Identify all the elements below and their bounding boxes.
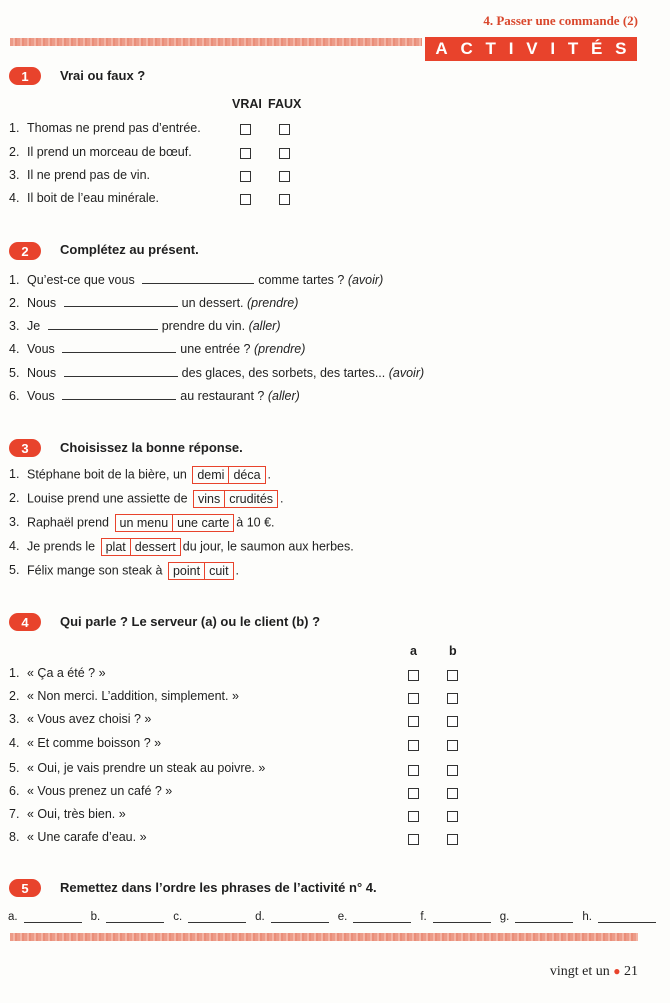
suffix-text: .	[267, 467, 272, 482]
client-checkbox[interactable]	[447, 740, 458, 751]
prefix-text: Louise prend une assiette de	[27, 491, 188, 506]
option-1[interactable]: plat	[105, 540, 126, 554]
dialogue-line	[9, 761, 265, 775]
prefix-text: Nous	[27, 296, 57, 310]
option-1[interactable]: point	[172, 564, 201, 578]
item-number: 3.	[9, 712, 20, 726]
section-5-title: Remettez dans l’ordre les phrases de l’activité n° 4.	[60, 880, 377, 895]
item-number: 4.	[9, 539, 20, 554]
section-5-badge: 5	[9, 879, 41, 897]
fill-blank-row	[9, 273, 383, 287]
order-blank[interactable]	[353, 914, 411, 923]
prefix-text: Je	[27, 319, 41, 333]
item-number: 1.	[9, 467, 20, 482]
item-number: 4.	[9, 342, 20, 356]
decorative-band-bottom	[10, 933, 638, 941]
serveur-checkbox[interactable]	[408, 834, 419, 845]
suffix-text: du jour, le saumon aux herbes.	[182, 539, 354, 554]
serveur-checkbox[interactable]	[408, 670, 419, 681]
item-text: Thomas ne prend pas d’entrée.	[27, 121, 201, 135]
vrai-checkbox[interactable]	[240, 171, 251, 182]
verb-hint: (prendre)	[253, 342, 306, 356]
section-2-badge: 2	[9, 242, 41, 260]
option-2[interactable]: une carte	[172, 515, 233, 531]
dialogue-line	[9, 830, 147, 844]
item-number: 2.	[9, 491, 20, 506]
serveur-checkbox[interactable]	[408, 788, 419, 799]
choice-row	[9, 538, 354, 556]
item-text: « Non merci. L’addition, simplement. »	[27, 689, 239, 703]
client-checkbox[interactable]	[447, 693, 458, 704]
faux-header: FAUX	[268, 97, 302, 111]
verb-hint: (aller)	[267, 389, 300, 403]
fill-blank-row	[9, 389, 300, 403]
answer-options	[168, 562, 234, 580]
page-footer	[550, 964, 638, 980]
item-number: 3.	[9, 319, 20, 333]
prefix-text: Vous	[27, 342, 55, 356]
section-1-badge: 1	[9, 67, 41, 85]
banner-letter: S	[615, 39, 627, 58]
banner-letter: V	[526, 39, 538, 58]
prefix-text: Nous	[27, 366, 57, 380]
order-blank[interactable]	[24, 914, 82, 923]
fill-blank-row	[9, 342, 305, 356]
faux-checkbox[interactable]	[279, 124, 290, 135]
answer-options	[101, 538, 181, 556]
prefix-text: Vous	[27, 389, 55, 403]
col-b-header: b	[449, 644, 457, 658]
item-text: « Et comme boisson ? »	[27, 736, 162, 750]
order-letter: e.	[337, 911, 348, 923]
suffix-text: prendre du vin.	[161, 319, 246, 333]
option-2[interactable]: déca	[228, 467, 264, 483]
activites-banner	[425, 37, 637, 61]
banner-letter: C	[460, 39, 473, 58]
verb-hint: (prendre)	[247, 296, 299, 310]
serveur-checkbox[interactable]	[408, 811, 419, 822]
page-number-words: vingt et un	[549, 964, 610, 979]
item-number: 5.	[9, 563, 20, 578]
answer-blank[interactable]	[142, 273, 254, 284]
option-1[interactable]: demi	[197, 468, 225, 482]
item-number: 4.	[9, 736, 20, 750]
prefix-text: Raphaël prend	[27, 515, 110, 530]
serveur-checkbox[interactable]	[408, 740, 419, 751]
faux-checkbox[interactable]	[279, 171, 290, 182]
order-letter: a.	[8, 911, 18, 923]
client-checkbox[interactable]	[447, 670, 458, 681]
order-letter: b.	[90, 911, 101, 923]
serveur-checkbox[interactable]	[408, 716, 419, 727]
client-checkbox[interactable]	[447, 765, 458, 776]
section-1-title: Vrai ou faux ?	[60, 68, 146, 83]
banner-letter: I	[508, 39, 514, 58]
decorative-band-top	[10, 38, 422, 46]
suffix-text: des glaces, des sorbets, des tartes...	[181, 366, 386, 380]
dialogue-line	[9, 689, 239, 703]
suffix-text: comme tartes ?	[258, 273, 345, 287]
order-letter: g.	[499, 911, 510, 923]
item-number: 2.	[9, 296, 20, 310]
section-3-badge: 3	[9, 439, 41, 457]
item-text: « Oui, très bien. »	[27, 807, 126, 821]
order-letter: f.	[420, 911, 427, 923]
item-text: Il boit de l’eau minérale.	[27, 191, 160, 205]
order-blank[interactable]	[188, 914, 246, 923]
order-letter: d.	[255, 911, 265, 923]
bullet-icon: ●	[613, 964, 621, 978]
client-checkbox[interactable]	[447, 811, 458, 822]
option-2[interactable]: crudités	[224, 491, 277, 507]
suffix-text: une entrée ?	[180, 342, 251, 356]
suffix-text: .	[280, 491, 284, 506]
col-a-header: a	[410, 644, 417, 658]
item-number: 7.	[9, 807, 20, 821]
item-number: 6.	[9, 389, 20, 403]
section-2-title: Complétez au présent.	[60, 242, 199, 257]
suffix-text: un dessert.	[181, 296, 244, 310]
order-answers	[8, 911, 638, 923]
client-checkbox[interactable]	[447, 834, 458, 845]
client-checkbox[interactable]	[447, 788, 458, 799]
item-number: 4.	[9, 191, 20, 205]
choice-row	[9, 562, 239, 580]
fill-blank-row	[9, 319, 281, 333]
answer-blank[interactable]	[48, 319, 158, 330]
item-number: 5.	[9, 761, 20, 775]
answer-blank[interactable]	[62, 342, 176, 353]
choice-row	[9, 466, 271, 484]
choice-row	[9, 490, 284, 508]
item-number: 6.	[9, 784, 20, 798]
verb-hint: (avoir)	[347, 273, 384, 287]
answer-options	[115, 514, 235, 532]
banner-letter: T	[485, 39, 496, 58]
vrai-checkbox[interactable]	[240, 194, 251, 205]
answer-blank[interactable]	[64, 296, 178, 307]
fill-blank-row	[9, 366, 424, 380]
order-letter: c.	[173, 911, 183, 923]
dialogue-line	[9, 784, 172, 798]
banner-letter: T	[567, 39, 579, 58]
fill-blank-row	[9, 296, 298, 310]
dialogue-line	[9, 666, 106, 680]
banner-letter: I	[550, 39, 556, 58]
answer-options	[192, 466, 265, 484]
client-checkbox[interactable]	[447, 716, 458, 727]
item-number: 1.	[9, 273, 20, 287]
faux-checkbox[interactable]	[279, 194, 290, 205]
item-text: « Une carafe d’eau. »	[27, 830, 147, 844]
section-4-badge: 4	[9, 613, 41, 631]
item-text: « Oui, je vais prendre un steak au poivre. »	[27, 761, 266, 775]
order-blank[interactable]	[515, 914, 573, 923]
dialogue-line	[9, 807, 126, 821]
verb-hint: (aller)	[248, 319, 281, 333]
item-text: « Ça a été ? »	[27, 666, 106, 680]
suffix-text: .	[235, 563, 240, 578]
option-2[interactable]: cuit	[204, 563, 232, 579]
prefix-text: Stéphane boit de la bière, un	[27, 467, 187, 482]
section-3-title: Choisissez la bonne réponse.	[60, 440, 243, 455]
item-number: 8.	[9, 830, 20, 844]
order-blank[interactable]	[106, 914, 164, 923]
item-text: Il ne prend pas de vin.	[27, 168, 150, 182]
item-text: « Vous avez choisi ? »	[27, 712, 152, 726]
vrai-header: VRAI	[232, 97, 262, 111]
option-1[interactable]: vins	[198, 492, 221, 506]
serveur-checkbox[interactable]	[408, 693, 419, 704]
choice-row	[9, 514, 275, 532]
item-number: 3.	[9, 168, 20, 182]
item-number: 2.	[9, 689, 20, 703]
order-blank[interactable]	[271, 914, 329, 923]
order-letter: h.	[582, 911, 592, 923]
banner-letter: A	[435, 39, 448, 58]
order-blank[interactable]	[598, 914, 656, 923]
chapter-title: 4. Passer une commande (2)	[483, 13, 638, 28]
item-number: 5.	[9, 366, 20, 380]
suffix-text: au restaurant ?	[180, 389, 265, 403]
answer-options	[193, 490, 278, 508]
prefix-text: Félix mange son steak à	[27, 563, 163, 578]
dialogue-line	[9, 736, 161, 750]
item-text: « Vous prenez un café ? »	[27, 784, 173, 798]
section-4-title: Qui parle ? Le serveur (a) ou le client (b) ?	[60, 614, 321, 629]
item-number: 3.	[9, 515, 20, 530]
prefix-text: Je prends le	[27, 539, 96, 554]
dialogue-line	[9, 712, 151, 726]
answer-blank[interactable]	[64, 366, 178, 377]
vrai-checkbox[interactable]	[240, 124, 251, 135]
order-blank[interactable]	[433, 914, 491, 923]
option-2[interactable]: dessert	[130, 539, 180, 555]
page-number: 21	[624, 964, 638, 979]
vrai-checkbox[interactable]	[240, 148, 251, 159]
faux-checkbox[interactable]	[279, 148, 290, 159]
verb-hint: (avoir)	[388, 366, 425, 380]
item-number: 2.	[9, 145, 20, 159]
suffix-text: à 10 €.	[236, 515, 275, 530]
item-text: Il prend un morceau de bœuf.	[27, 145, 192, 159]
answer-blank[interactable]	[62, 389, 176, 400]
serveur-checkbox[interactable]	[408, 765, 419, 776]
prefix-text: Qu’est-ce que vous	[27, 273, 135, 287]
option-1[interactable]: un menu	[119, 516, 169, 530]
item-number: 1.	[9, 121, 20, 135]
item-number: 1.	[9, 666, 20, 680]
banner-letter: É	[591, 39, 603, 58]
